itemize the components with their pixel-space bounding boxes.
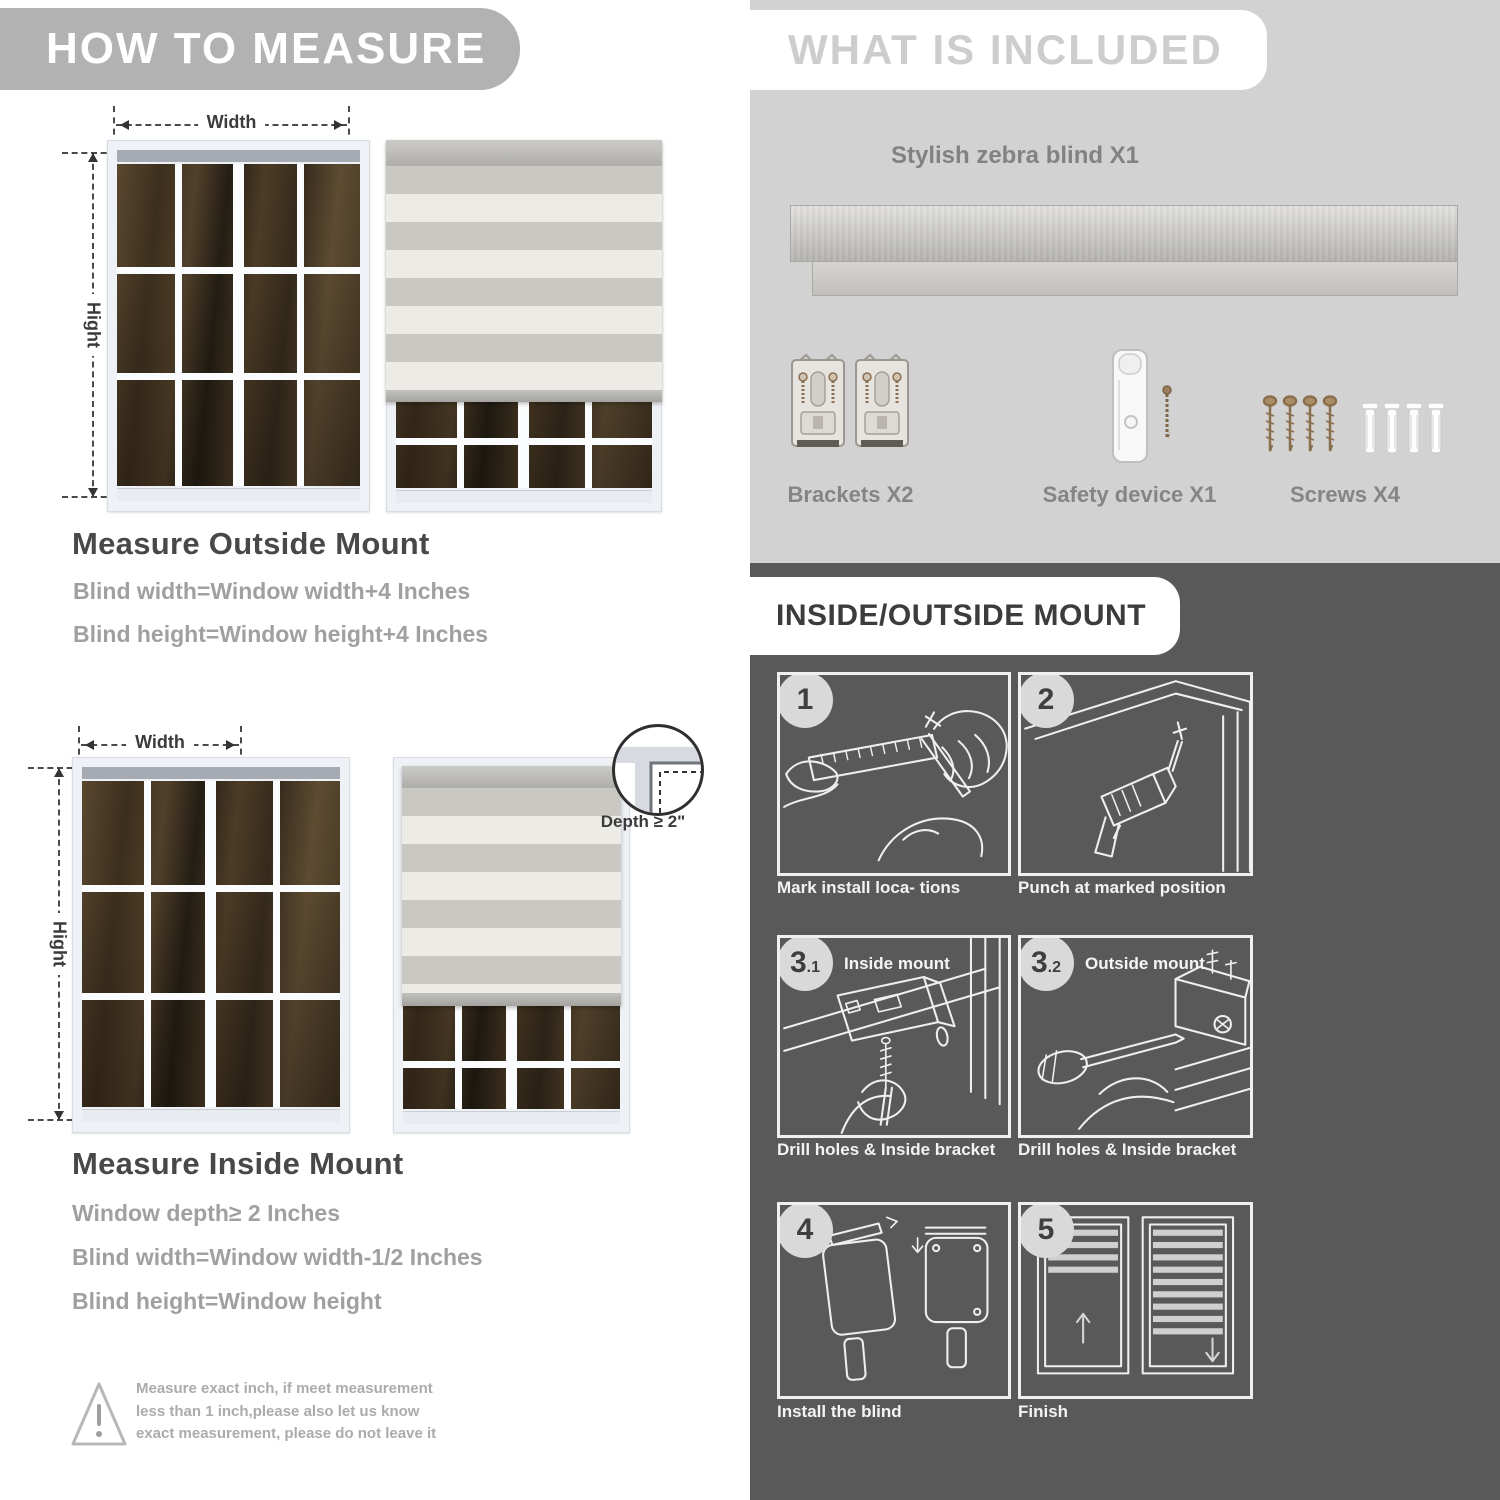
zebra-blind-inside xyxy=(402,766,621,1006)
blind-bottom-rail xyxy=(402,993,621,1006)
step-number: 3 xyxy=(789,946,807,979)
window-mullion xyxy=(403,1061,620,1068)
headrail-image xyxy=(790,205,1458,262)
what-is-included-section xyxy=(750,0,1500,563)
outside-formula-width: Blind width=Window width+4 Inches xyxy=(73,578,471,604)
window-corner-detail xyxy=(615,727,701,813)
brackets-image xyxy=(790,350,910,468)
window-sill xyxy=(403,1111,620,1124)
step-number: 5 xyxy=(1037,1213,1055,1246)
window-mullion xyxy=(297,164,304,486)
step-caption-4: Install the blind xyxy=(777,1402,902,1421)
safety-device-label: Safety device X1 xyxy=(1042,482,1217,507)
arrow-left-icon xyxy=(115,120,129,130)
height-label: Hight xyxy=(81,294,106,356)
step-panel-4 xyxy=(777,1202,1011,1399)
window-sill xyxy=(396,490,652,503)
step-number: 3 xyxy=(1030,946,1048,979)
warning-icon xyxy=(70,1376,128,1450)
zebra-blind-label: Stylish zebra blind X1 xyxy=(890,142,1140,169)
step-number: 1 xyxy=(796,683,814,716)
step-panel-5 xyxy=(1018,1202,1253,1399)
step-number: 2 xyxy=(1037,683,1055,716)
inside-outside-mount-header: INSIDE/OUTSIDE MOUNT xyxy=(750,577,1180,655)
window-mullion xyxy=(396,438,652,445)
width-label: Width xyxy=(198,112,266,133)
step-caption-1: Mark install loca- tions xyxy=(777,878,961,897)
blind-headrail xyxy=(402,766,621,788)
inside-formula-width: Blind width=Window width-1/2 Inches xyxy=(72,1244,483,1270)
window-mullion xyxy=(175,164,182,486)
headrail-bottom-bar xyxy=(812,262,1458,296)
step-panel-3-2: 3.2 Outside mount xyxy=(1018,935,1253,1138)
what-is-included-header: WHAT IS INCLUDED xyxy=(750,10,1267,90)
window-glass xyxy=(82,781,340,1107)
blind-bottom-rail xyxy=(386,390,662,402)
step-panel-2 xyxy=(1018,672,1253,876)
window-mullion xyxy=(273,781,280,1107)
step-panel-1 xyxy=(777,672,1011,876)
window-mullion xyxy=(82,885,340,892)
step-title: Outside mount xyxy=(1085,954,1205,973)
step-caption-5: Finish xyxy=(1018,1402,1069,1421)
zebra-blind-outside xyxy=(386,140,662,402)
window-photo-inside xyxy=(72,757,350,1133)
height-label: Hight xyxy=(47,913,72,975)
step-caption-3-2: Drill holes & Inside bracket xyxy=(1018,1140,1237,1159)
outside-formula-height: Blind height=Window height+4 Inches xyxy=(73,621,489,647)
window-sill xyxy=(117,488,360,501)
depth-label: Depth ≥ 2" xyxy=(600,812,686,831)
inside-mount-title: Measure Inside Mount xyxy=(72,1146,404,1181)
how-to-measure-header: HOW TO MEASURE xyxy=(0,8,520,90)
arrow-down-icon xyxy=(88,488,98,502)
step-caption-3-1: Drill holes & Inside bracket xyxy=(777,1140,996,1159)
window-mullion xyxy=(117,373,360,380)
width-label: Width xyxy=(126,732,194,753)
safety-device-image xyxy=(1095,348,1185,468)
window-photo-outside xyxy=(107,140,370,512)
arrow-down-icon xyxy=(54,1111,64,1125)
window-mullion xyxy=(82,993,340,1000)
depth-magnifier-icon xyxy=(612,724,704,816)
screws-image xyxy=(1260,395,1450,465)
arrow-left-icon xyxy=(80,740,94,750)
outside-mount-title: Measure Outside Mount xyxy=(72,526,430,561)
arrow-right-icon xyxy=(226,740,240,750)
step-title: Inside mount xyxy=(844,954,950,973)
window-top-recess xyxy=(117,150,360,162)
inside-formula-height: Blind height=Window height xyxy=(72,1288,382,1314)
window-sill xyxy=(82,1109,340,1122)
window-blind-outside xyxy=(386,140,662,512)
window-mullion xyxy=(205,781,216,1107)
window-glass xyxy=(117,164,360,486)
window-top-recess xyxy=(82,767,340,779)
window-mullion xyxy=(233,164,244,486)
arrow-right-icon xyxy=(334,120,348,130)
step-panel-3-1: 3.1 Inside mount xyxy=(777,935,1011,1138)
inside-formula-depth: Window depth≥ 2 Inches xyxy=(72,1200,340,1226)
screws-label: Screws X4 xyxy=(1289,482,1401,507)
blind-stripes xyxy=(386,166,662,390)
warning-text: Measure exact inch, if meet measurement less than 1 inch,please also let us know exact measurement, please do not leave it xyxy=(136,1380,437,1442)
window-mullion xyxy=(144,781,151,1107)
arrow-up-icon xyxy=(54,763,64,777)
step-caption-2: Punch at marked position xyxy=(1018,878,1226,897)
blind-headrail xyxy=(386,140,662,166)
window-mullion xyxy=(117,267,360,274)
inside-outside-mount-section xyxy=(750,563,1500,1500)
arrow-up-icon xyxy=(88,148,98,162)
step-number: 4 xyxy=(796,1213,814,1246)
brackets-label: Brackets X2 xyxy=(787,482,914,507)
